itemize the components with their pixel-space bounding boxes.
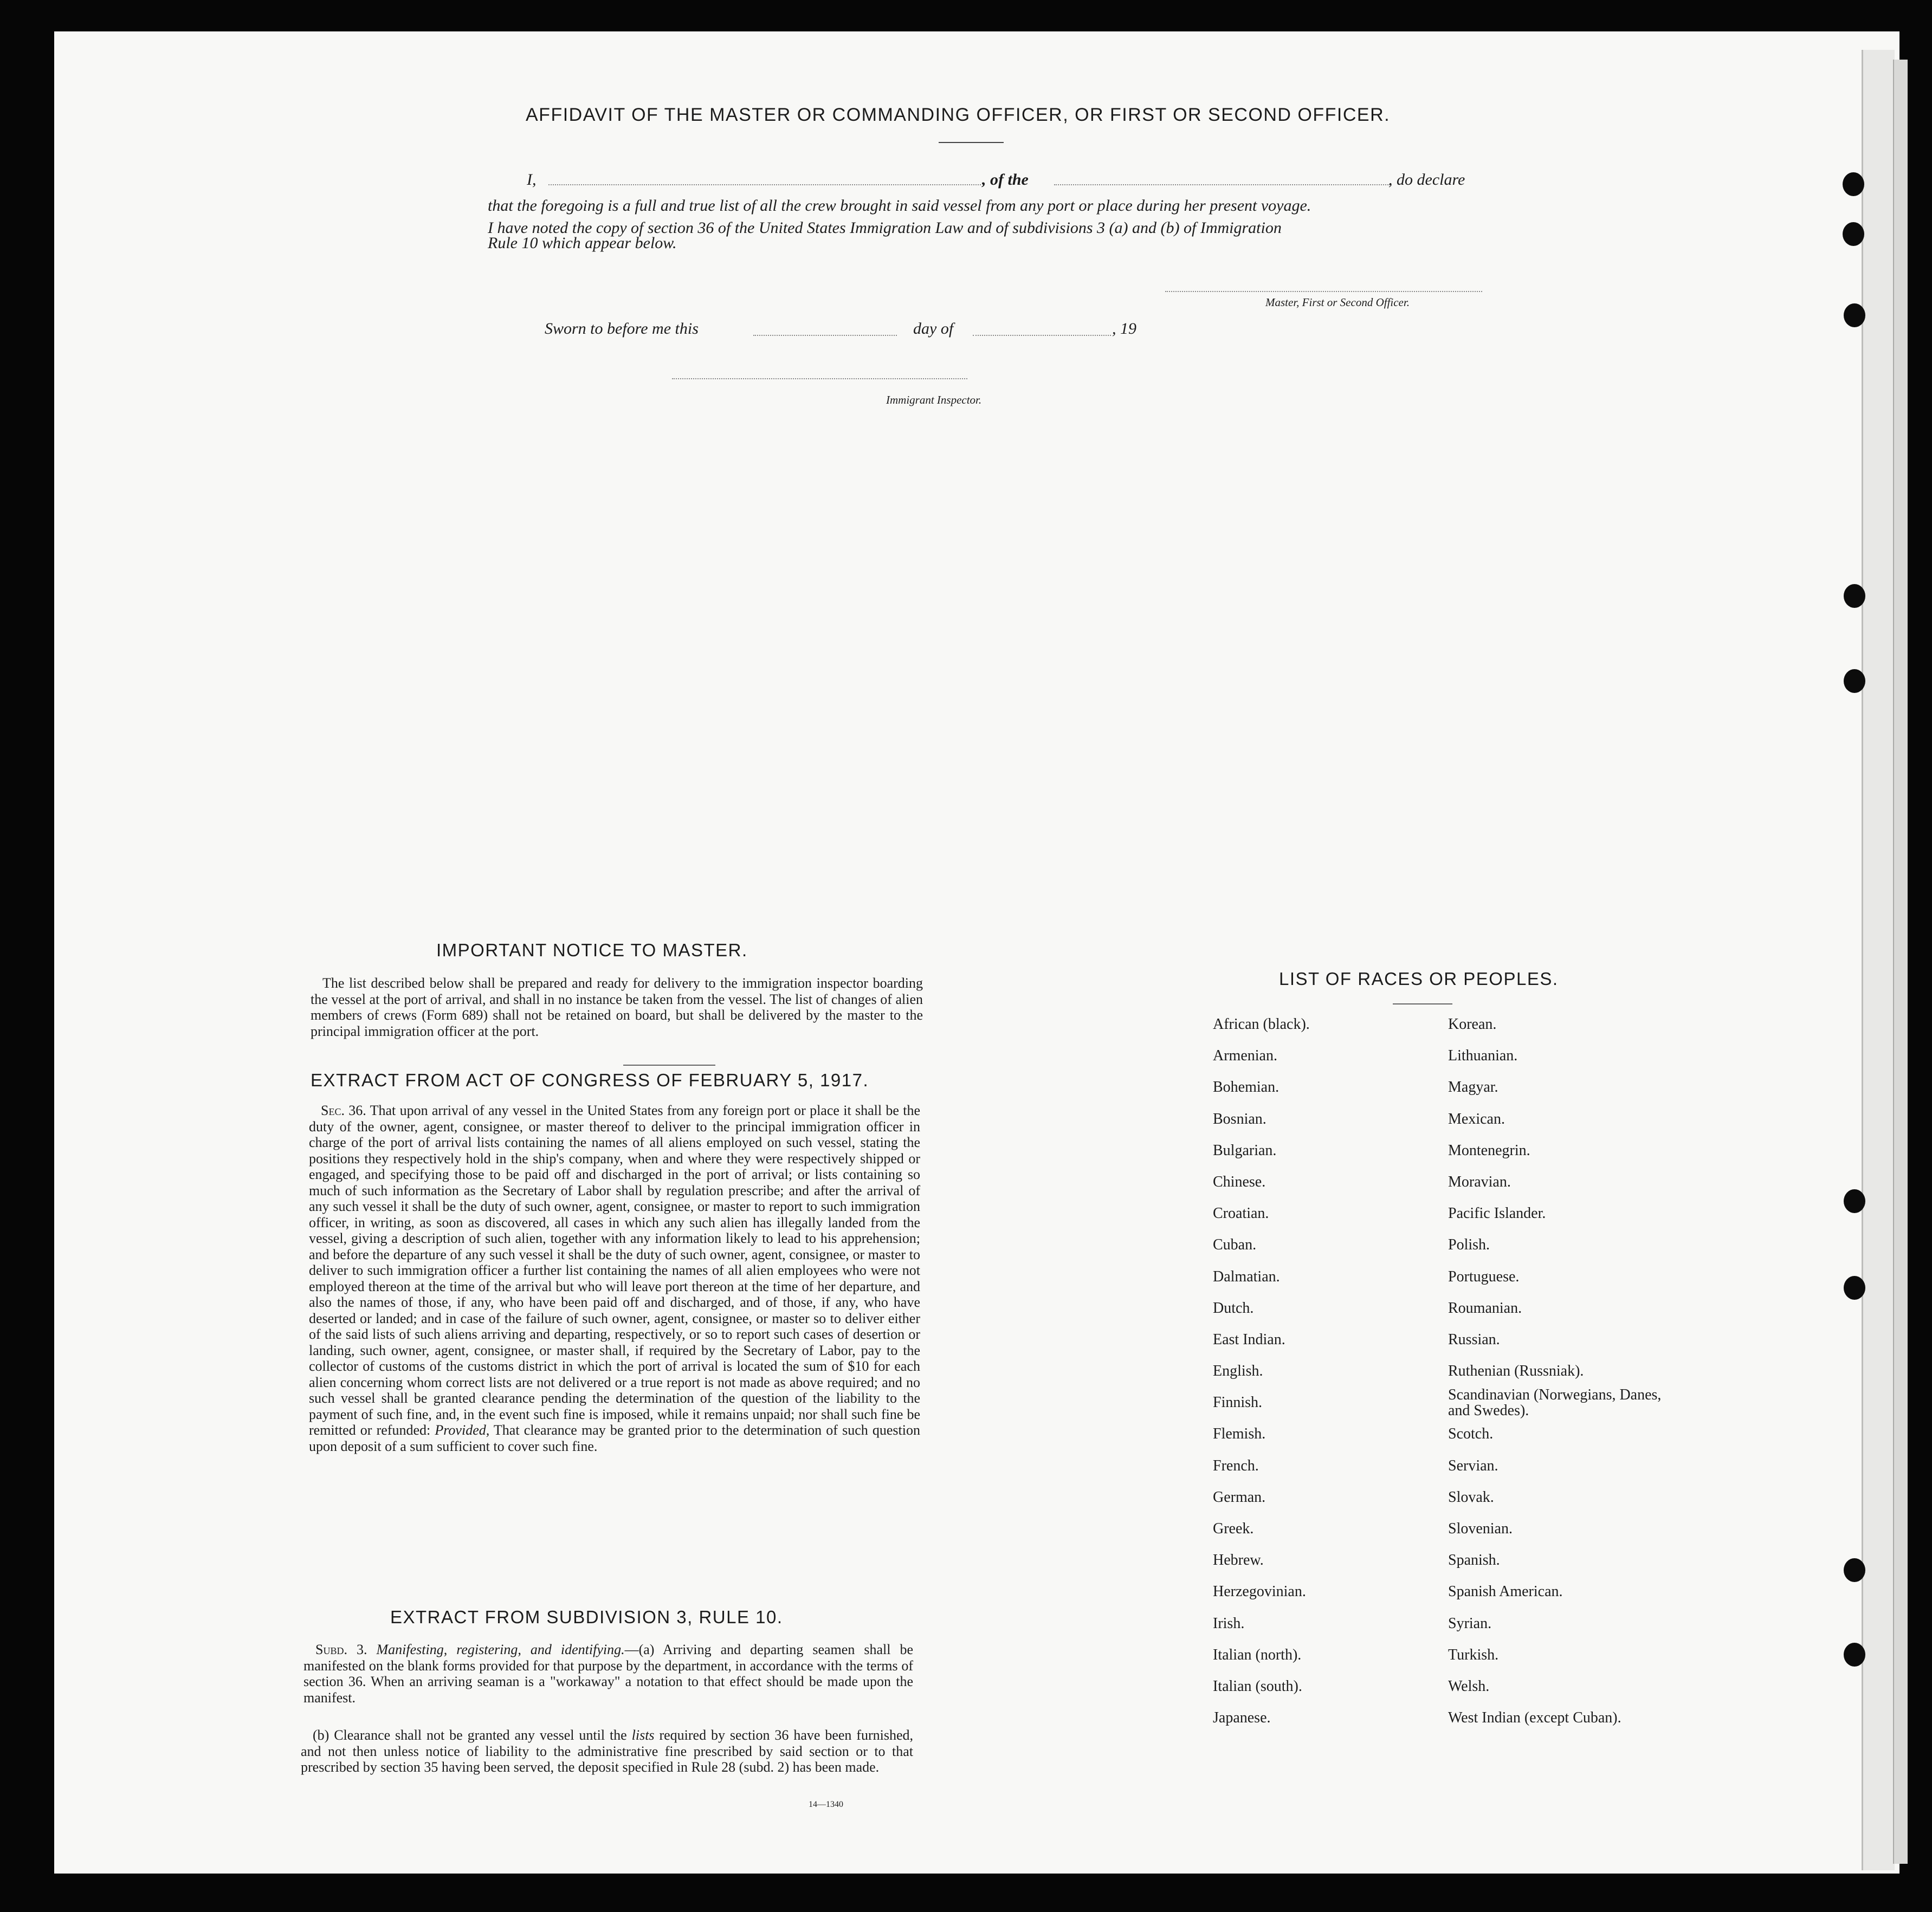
race-item: Polish.: [1448, 1236, 1490, 1254]
race-item: Cuban.: [1213, 1236, 1257, 1254]
race-item: Flemish.: [1213, 1425, 1266, 1443]
name-field[interactable]: [548, 184, 981, 185]
race-item: Korean.: [1448, 1016, 1497, 1033]
race-item: West Indian (except Cuban).: [1448, 1709, 1621, 1727]
subd-title: Manifesting, registering, and identifying.: [376, 1642, 625, 1657]
binder-hole: [1844, 1643, 1865, 1667]
race-item: French.: [1213, 1457, 1259, 1474]
notice-paragraph: [311, 975, 923, 1039]
race-item: Slovenian.: [1448, 1520, 1513, 1537]
affidavit-line-2: that the foregoing is a full and true list of all the crew brought in said vessel from any port or place during her present voyage.: [488, 197, 1311, 215]
race-item: Roumanian.: [1448, 1299, 1522, 1317]
race-item: Welsh.: [1448, 1677, 1490, 1695]
race-item: Bohemian.: [1213, 1079, 1280, 1096]
race-item: Portuguese.: [1448, 1268, 1520, 1285]
race-item: Hebrew.: [1213, 1552, 1264, 1569]
race-item: Greek.: [1213, 1520, 1254, 1537]
signature-caption: Master, First or Second Officer.: [1265, 296, 1410, 309]
race-item: African (black).: [1213, 1016, 1310, 1033]
rule-heading: EXTRACT FROM SUBDIVISION 3, RULE 10.: [390, 1607, 783, 1627]
race-item: Turkish.: [1448, 1646, 1499, 1663]
race-item: Spanish.: [1448, 1552, 1500, 1569]
race-item: Montenegrin.: [1448, 1142, 1530, 1159]
notice-text: The list described below shall be prepared and ready for delivery to the immigration inspector boarding the vessel at the port of arrival, and shall in no instance be taken from the vessel. The list of changes of alien members of crews (Form 689) shall not be retained on board, but shall be delivered by the master to the principal immigration officer at the port.: [311, 975, 923, 1039]
race-item: Magyar.: [1448, 1079, 1498, 1096]
races-right-column: [1448, 1009, 1676, 1734]
affidavit-line-4: Rule 10 which appear below.: [488, 234, 677, 252]
divider: [939, 142, 1004, 143]
sworn-label: Sworn to before me this: [545, 320, 699, 338]
binder-hole: [1844, 1276, 1865, 1300]
of-the-label: , of the: [982, 171, 1029, 189]
race-item: Russian.: [1448, 1331, 1500, 1348]
race-item: Chinese.: [1213, 1173, 1266, 1190]
rule-paragraph-b: [301, 1727, 913, 1775]
rule-text-b-end: required by section 36 have been furnished, and not then unless notice of liability to the administrative fine prescribed by said section or to that prescribed by section 35 having been served, the deposit specified in Rule 28 (subd. 2) has been made.: [301, 1727, 913, 1775]
race-item: Dutch.: [1213, 1299, 1254, 1317]
race-item: Lithuanian.: [1448, 1047, 1518, 1065]
year-label: , 19: [1112, 320, 1136, 338]
binder-hole: [1844, 1189, 1865, 1213]
rule-text-a: —(a) Arriving and departing seamen shall be manifested on the blank forms provided for that purpose by the department, in accordance with the terms of section 36. When an arriving seaman is a "workaway" a notation to that effect should be made upon the manifest.: [303, 1642, 913, 1706]
races-left-column: [1213, 1009, 1310, 1734]
race-item: Japanese.: [1213, 1709, 1271, 1727]
divider: [623, 1065, 715, 1066]
binder-hole: [1844, 303, 1865, 327]
affidavit-line-3: I have noted the copy of section 36 of the United States Immigration Law and of subdivisions 3 (a) and (b) of Immigration: [488, 219, 1282, 237]
lists-word: lists: [631, 1727, 655, 1743]
race-item: Finnish.: [1213, 1394, 1263, 1411]
races-heading: LIST OF RACES OR PEOPLES.: [1279, 969, 1559, 989]
binder-hole: [1844, 669, 1865, 693]
day-of-label: day of: [913, 320, 954, 338]
race-item: Herzegovinian.: [1213, 1583, 1306, 1600]
binder-hole: [1844, 1558, 1865, 1582]
race-item: East Indian.: [1213, 1331, 1285, 1348]
day-field[interactable]: [753, 335, 897, 336]
race-item: Italian (south).: [1213, 1677, 1302, 1695]
race-item: Dalmatian.: [1213, 1268, 1280, 1285]
race-item: Scotch.: [1448, 1425, 1494, 1443]
race-item: Bosnian.: [1213, 1110, 1267, 1127]
binder-hole: [1843, 172, 1864, 196]
race-item: Slovak.: [1448, 1488, 1494, 1506]
race-item: Syrian.: [1448, 1615, 1492, 1632]
race-item: Servian.: [1448, 1457, 1498, 1474]
month-field[interactable]: [973, 335, 1111, 336]
race-item: Pacific Islander.: [1448, 1205, 1546, 1222]
race-item: German.: [1213, 1488, 1266, 1506]
race-item: Mexican.: [1448, 1110, 1505, 1127]
race-item: Armenian.: [1213, 1047, 1277, 1065]
do-declare-label: , do declare: [1388, 171, 1465, 189]
rule-paragraph-a: [303, 1642, 913, 1706]
page-edge: [1862, 50, 1895, 1870]
race-item: [1448, 1387, 1676, 1418]
notice-heading: IMPORTANT NOTICE TO MASTER.: [436, 940, 748, 960]
subd-label: Subd. 3.: [315, 1642, 367, 1657]
provided-label: Provided,: [435, 1422, 490, 1438]
sec-label: Sec. 36.: [321, 1103, 366, 1118]
race-item: Moravian.: [1448, 1173, 1511, 1190]
race-item: Bulgarian.: [1213, 1142, 1277, 1159]
act-heading: EXTRACT FROM ACT OF CONGRESS OF FEBRUARY 5, 1917.: [311, 1070, 869, 1090]
race-item: Italian (north).: [1213, 1646, 1302, 1663]
rule-text-b-start: (b) Clearance shall not be granted any vessel until the: [313, 1727, 627, 1743]
race-item: Spanish American.: [1448, 1583, 1563, 1600]
affidavit-i-label: I,: [527, 171, 537, 189]
signature-field[interactable]: [1165, 291, 1482, 292]
inspector-signature-field[interactable]: [672, 378, 967, 379]
act-paragraph: [309, 1103, 920, 1454]
binder-hole: [1844, 584, 1865, 608]
race-item: Croatian.: [1213, 1205, 1269, 1222]
act-text: That upon arrival of any vessel in the United States from any foreign port or place it shall be the duty of the owner, agent, consignee, or master thereof to deliver to the principal immigration officer in charge of the port of arrival lists containing the names of all aliens employed on such vessel, stating the positions they respectively hold in the ship's company, when and where they were respectively shipped or engaged, and specifying those to be paid off and discharged in the port of arrival; or lists containing so much of such information as the Secretary of Labor shall by regulation prescribe; and after the arrival of any such vessel it shall be the duty of such owner, agent, consignee, or master to report to such immigration officer, in writing, as soon as discovered, all cases in which any such alien has illegally landed from the vessel, giving a description of such alien, together with any information likely to lead to his apprehension; and before the departure of any such vessel it shall be the duty of such owner, agent, consignee, or master to deliver to such immigration officer a further list containing the names of all alien employees who were not employed thereon at the time of the arrival but who will leave port thereon at the time of her departure, and also the names of those, if any, who have been paid off and discharged, and of those, if any, who have deserted or landed; and in case of the failure of such owner, agent, consignee, or master so to deliver either of the said lists of such aliens arriving and departing, respectively, or so to report such cases of desertion or landing, such owner, agent, consignee, or master shall, if required by the Secretary of Labor, pay to the collector of customs of the customs district in which the port of arrival is located the sum of $10 for each alien concerning whom correct lists are not delivered or a true report is not made as above required; and no such vessel shall be granted clearance pending the determination of the question of the liability to the payment of such fine, and, in the event such fine is imposed, while it remains unpaid; nor shall such fine be remitted or refunded:: [309, 1103, 921, 1438]
race-item: Irish.: [1213, 1615, 1245, 1632]
race-item-text: Scandinavian (Norwegians, Danes, and Swedes).: [1448, 1386, 1662, 1420]
binder-hole: [1843, 222, 1864, 246]
race-item: English.: [1213, 1363, 1263, 1380]
inspector-caption: Immigrant Inspector.: [886, 393, 982, 406]
divider: [1393, 1003, 1452, 1004]
page-edge: [1893, 60, 1908, 1864]
affidavit-title: AFFIDAVIT OF THE MASTER OR COMMANDING OFFICER, OR FIRST OR SECOND OFFICER.: [526, 105, 1391, 125]
vessel-field[interactable]: [1054, 184, 1390, 185]
race-item: Ruthenian (Russniak).: [1448, 1363, 1584, 1380]
act-text-end: That clearance may be granted prior to the determination of such question upon deposit of a sum sufficient to cover such fine.: [309, 1422, 920, 1454]
form-number: 14—1340: [809, 1800, 843, 1809]
